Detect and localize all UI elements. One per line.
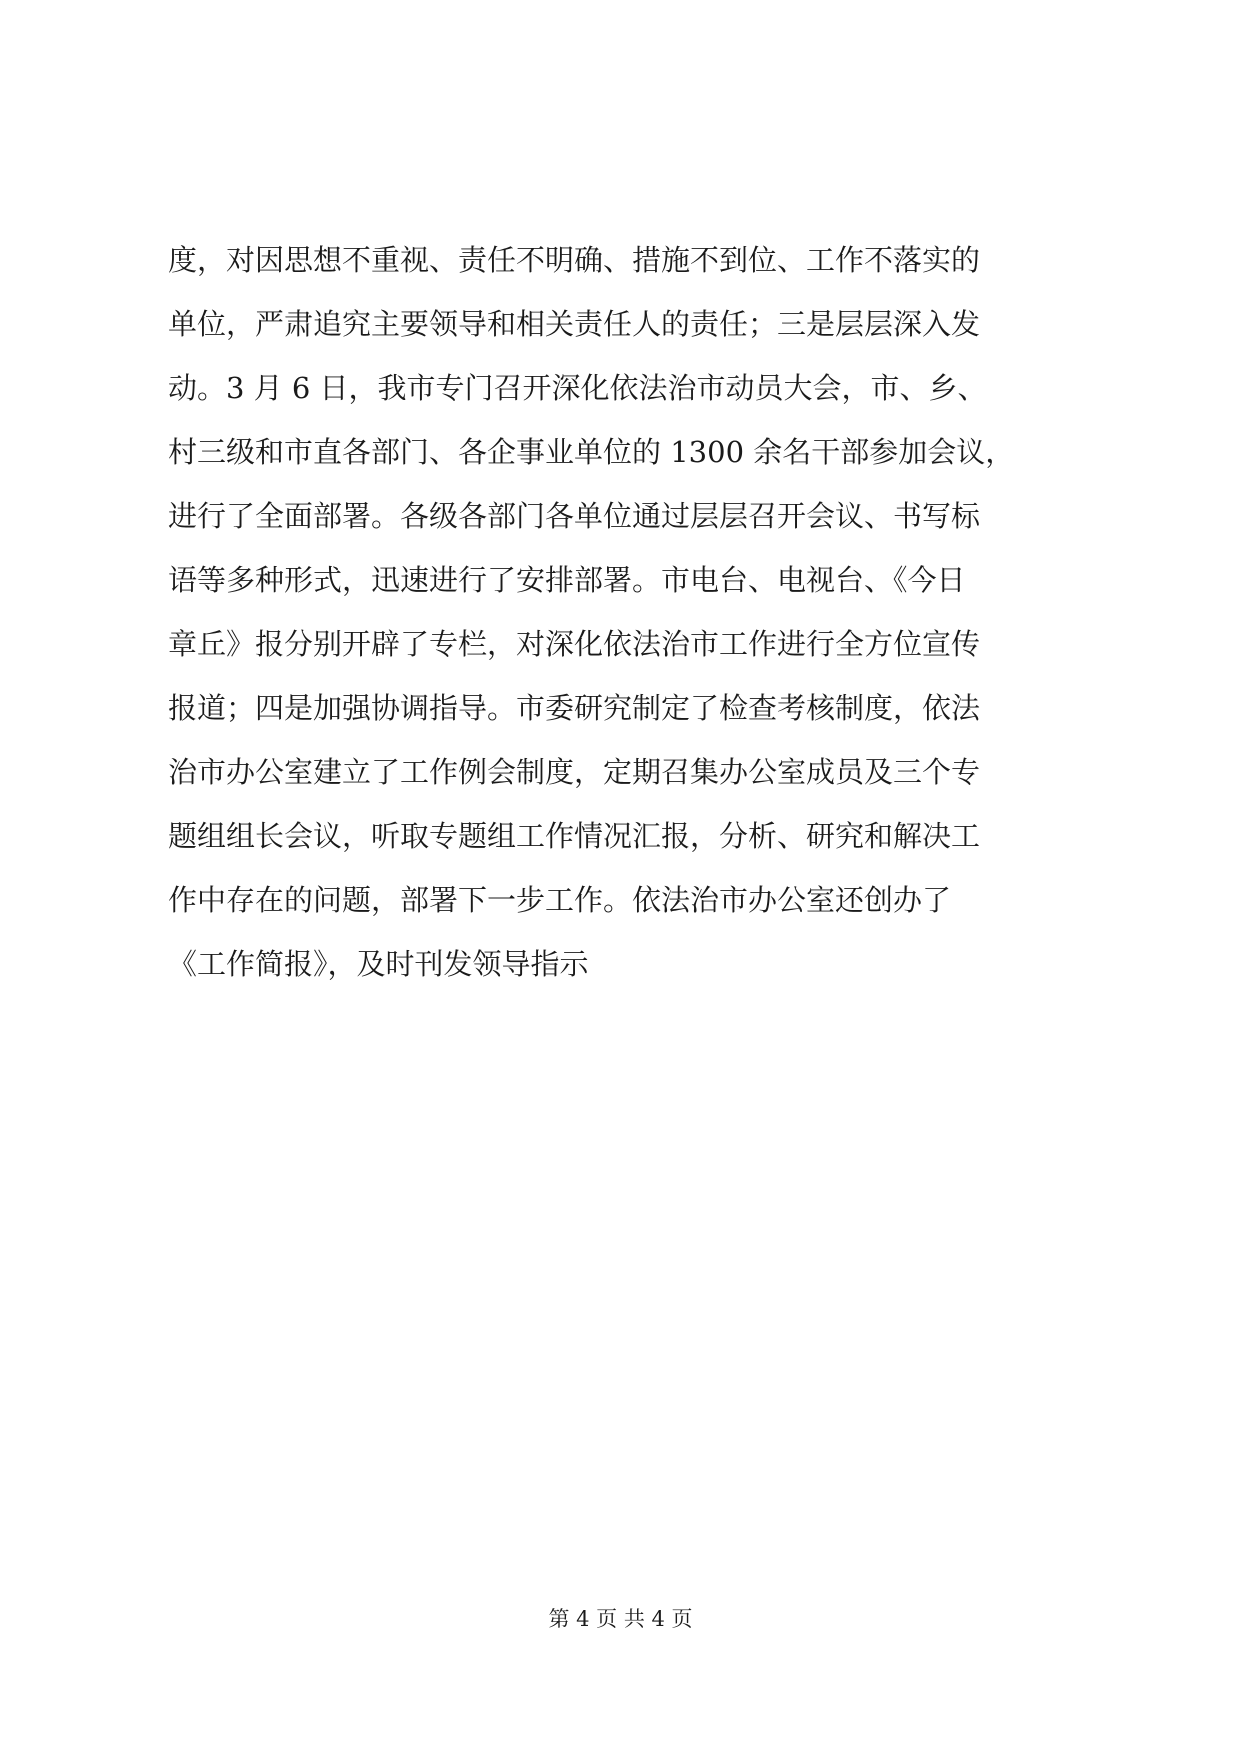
text-line-3: 动。3 月 6 日，我市专门召开深化依法治市动员大会，市、乡、 [168, 371, 987, 405]
text-line-2: 单位，严肃追究主要领导和相关责任人的责任；三是层层深入发 [168, 307, 981, 341]
page-footer: 第 4 页 共 4 页 [548, 1607, 693, 1631]
text-line-10: 题组组长会议，听取专题组工作情况汇报，分析、研究和解决工 [168, 819, 981, 853]
body-text [168, 228, 1088, 996]
text-line-1: 度，对因思想不重视、责任不明确、措施不到位、工作不落实的 [168, 243, 981, 277]
text-line-9: 治市办公室建立了工作例会制度，定期召集办公室成员及三个专 [168, 755, 981, 789]
text-line-6: 语等多种形式，迅速进行了安排部署。市电台、电视台、《今日 [168, 563, 966, 597]
text-line-12: 《工作简报》，及时刊发领导指示 [168, 947, 589, 981]
text-line-7: 章丘》报分别开辟了专栏，对深化依法治市工作进行全方位宣传 [168, 627, 981, 661]
text-line-11: 作中存在的问题，部署下一步工作。依法治市办公室还创办了 [168, 883, 952, 917]
text-line-8: 报道；四是加强协调指导。市委研究制定了检查考核制度，依法 [168, 691, 981, 725]
text-line-4: 村三级和市直各部门、各企事业单位的 1300 余名干部参加会议， [168, 435, 1015, 469]
text-line-5: 进行了全面部署。各级各部门各单位通过层层召开会议、书写标 [168, 499, 981, 533]
